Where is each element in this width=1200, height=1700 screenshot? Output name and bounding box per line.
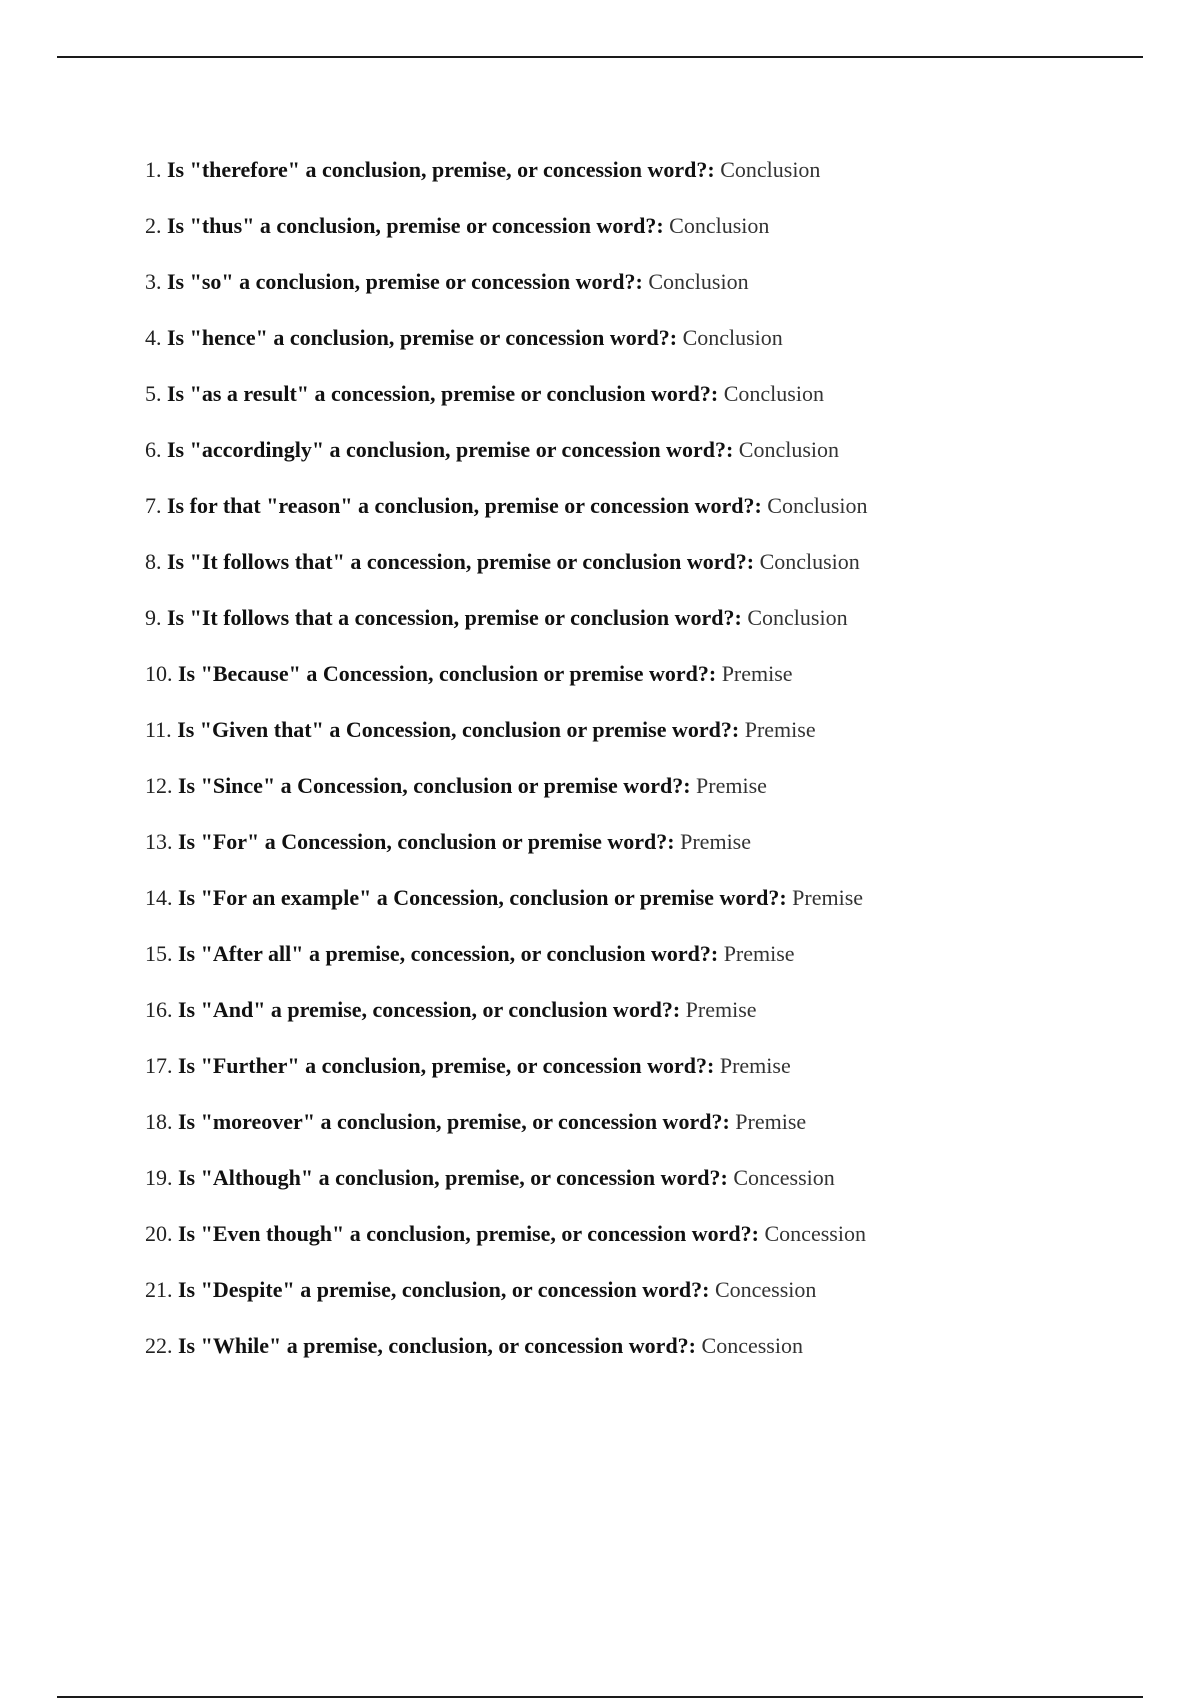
list-item [145,1150,1145,1206]
top-rule [57,56,1143,58]
list-item [145,814,1145,870]
item-question: Is "so" a conclusion, premise or concession word?: [167,269,643,294]
item-question: Is "After all" a premise, concession, or conclusion word?: [178,941,719,966]
qa-list [145,142,1145,1374]
item-answer: Premise [723,941,795,966]
item-number: 11. [145,717,172,742]
list-item [145,758,1145,814]
item-question: Is "For" a Concession, conclusion or premise word?: [178,829,675,854]
item-answer: Concession [733,1165,835,1190]
list-item [145,422,1145,478]
item-question: Is "And" a premise, concession, or conclusion word?: [178,997,681,1022]
item-question: Is "While" a premise, conclusion, or concession word?: [178,1333,697,1358]
item-question: Is "thus" a conclusion, premise or concession word?: [167,213,664,238]
item-answer: Conclusion [767,493,868,518]
list-item [145,1318,1145,1374]
list-item [145,702,1145,758]
list-item [145,534,1145,590]
item-question: Is "Because" a Concession, conclusion or premise word?: [178,661,717,686]
item-number: 2. [145,213,162,238]
item-answer: Conclusion [747,605,848,630]
item-number: 21. [145,1277,173,1302]
item-answer: Conclusion [723,381,824,406]
list-item [145,982,1145,1038]
item-question: Is "accordingly" a conclusion, premise or concession word?: [167,437,734,462]
item-question: Is "Since" a Concession, conclusion or premise word?: [178,773,691,798]
item-number: 3. [145,269,162,294]
item-answer: Conclusion [720,157,821,182]
item-number: 22. [145,1333,173,1358]
item-answer: Premise [721,661,793,686]
item-answer: Conclusion [669,213,770,238]
item-answer: Premise [744,717,816,742]
item-number: 4. [145,325,162,350]
item-question: Is "therefore" a conclusion, premise, or concession word?: [167,157,715,182]
item-answer: Premise [685,997,757,1022]
item-question: Is "Although" a conclusion, premise, or concession word?: [178,1165,728,1190]
item-number: 10. [145,661,173,686]
item-answer: Conclusion [648,269,749,294]
list-item [145,478,1145,534]
item-number: 9. [145,605,162,630]
item-answer: Premise [792,885,864,910]
list-item [145,1262,1145,1318]
list-item [145,254,1145,310]
list-item [145,646,1145,702]
list-item [145,1038,1145,1094]
item-question: Is for that "reason" a conclusion, premise or concession word?: [167,493,762,518]
list-item [145,1206,1145,1262]
item-question: Is "as a result" a concession, premise or conclusion word?: [167,381,719,406]
list-item [145,142,1145,198]
item-number: 1. [145,157,162,182]
item-number: 15. [145,941,173,966]
item-answer: Concession [701,1333,803,1358]
item-question: Is "Further" a conclusion, premise, or concession word?: [178,1053,715,1078]
item-number: 20. [145,1221,173,1246]
item-number: 19. [145,1165,173,1190]
item-number: 8. [145,549,162,574]
item-number: 16. [145,997,173,1022]
item-answer: Concession [714,1277,817,1302]
item-answer: Concession [764,1221,866,1246]
item-question: Is "Despite" a premise, conclusion, or concession word?: [178,1277,710,1302]
list-item [145,366,1145,422]
list-item [145,198,1145,254]
item-number: 13. [145,829,173,854]
item-answer: Premise [719,1053,791,1078]
item-question: Is "Given that" a Concession, conclusion or premise word?: [177,717,740,742]
item-number: 14. [145,885,173,910]
item-question: Is "It follows that a concession, premise or conclusion word?: [167,605,742,630]
item-number: 7. [145,493,162,518]
item-question: Is "Even though" a conclusion, premise, or concession word?: [178,1221,759,1246]
item-number: 6. [145,437,162,462]
list-item [145,926,1145,982]
list-item [145,870,1145,926]
bottom-rule [57,1696,1143,1698]
list-item [145,310,1145,366]
item-answer: Premise [735,1109,807,1134]
item-answer: Conclusion [759,549,860,574]
item-number: 18. [145,1109,173,1134]
item-answer: Premise [696,773,767,798]
item-number: 5. [145,381,162,406]
list-item [145,590,1145,646]
item-answer: Conclusion [682,325,783,350]
item-question: Is "moreover" a conclusion, premise, or concession word?: [178,1109,730,1134]
item-number: 12. [145,773,173,798]
item-answer: Conclusion [738,437,840,462]
item-number: 17. [145,1053,173,1078]
item-question: Is "For an example" a Concession, conclusion or premise word?: [178,885,787,910]
list-item [145,1094,1145,1150]
item-question: Is "hence" a conclusion, premise or concession word?: [167,325,678,350]
item-answer: Premise [680,829,752,854]
item-question: Is "It follows that" a concession, premise or conclusion word?: [167,549,755,574]
